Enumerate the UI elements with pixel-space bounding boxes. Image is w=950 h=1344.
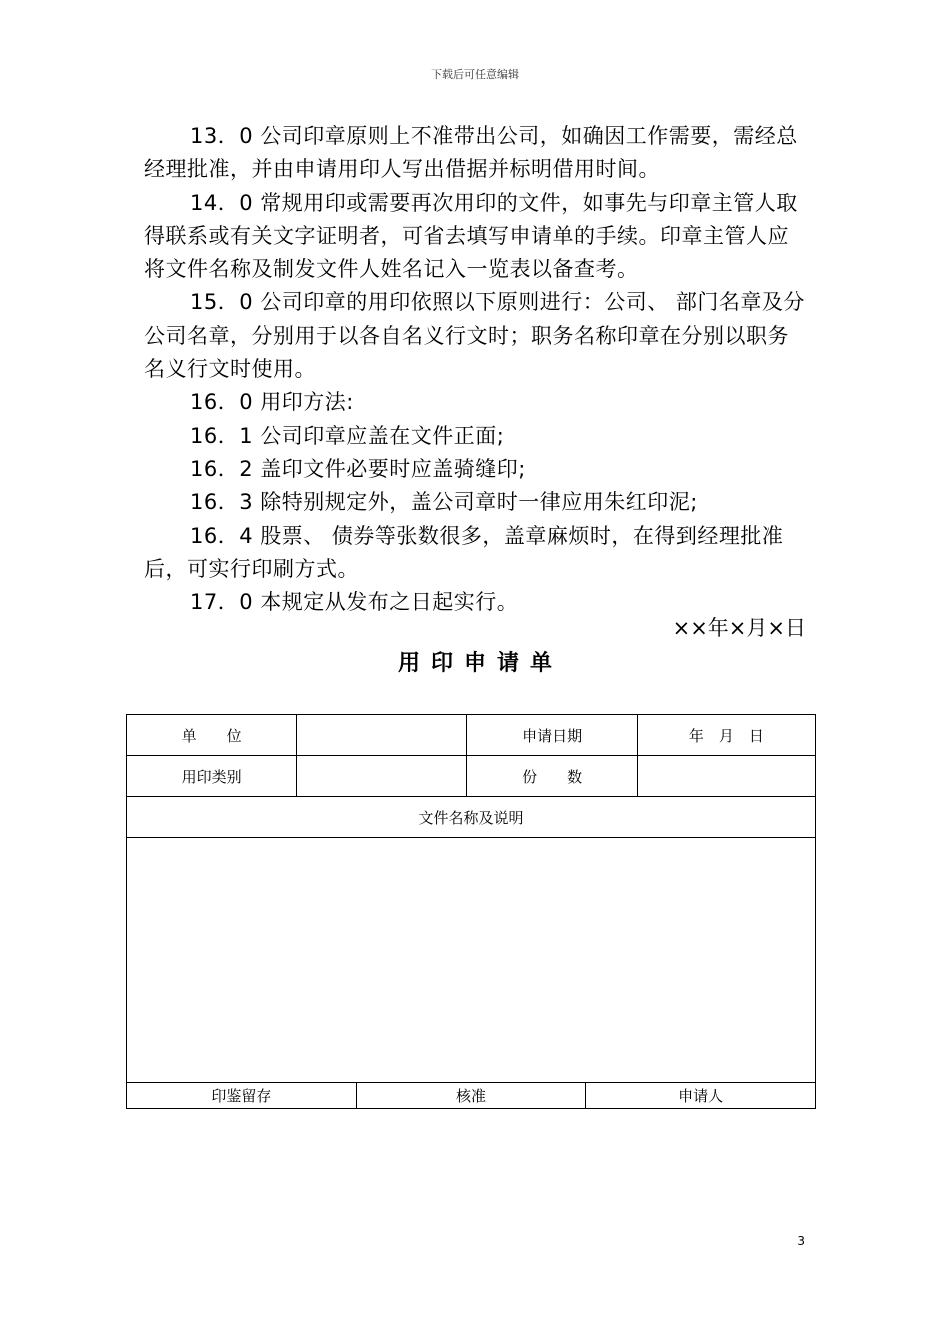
page-number: 3: [797, 1234, 805, 1248]
doc-desc-field[interactable]: [127, 838, 816, 1083]
apply-date-field[interactable]: 年 月 日: [637, 715, 815, 756]
form-row-unit: [127, 715, 816, 756]
copies-label: 份 数: [467, 756, 637, 797]
body-text: [144, 120, 806, 619]
paragraph-13-0: 13．0 公司印章原则上不准带出公司，如确因工作需要，需经总经理批准，并由申请用印人写出借据并标明借用时间。: [144, 124, 798, 182]
unit-label: 单 位: [127, 715, 297, 756]
form-footer-table: [127, 1083, 815, 1108]
paragraph-16-3: 16．3 除特别规定外，盖公司章时一律应用朱红印泥;: [190, 490, 698, 515]
apply-date-label: 申请日期: [467, 715, 637, 756]
approval-cell: 核准: [356, 1083, 585, 1108]
doc-desc-label: 文件名称及说明: [127, 797, 816, 838]
paragraph-16-1: 16．1 公司印章应盖在文件正面;: [190, 423, 505, 448]
form-footer: [127, 1083, 816, 1109]
page-header: 下载后可任意编辑: [431, 68, 519, 81]
unit-field[interactable]: [297, 715, 467, 756]
application-form: [126, 714, 816, 1109]
paragraph-16-0: 16．0 用印方法:: [190, 390, 354, 415]
seal-record-cell: 印鉴留存: [127, 1083, 356, 1108]
form-title: 用印申请单: [397, 651, 563, 676]
date-line: ××年×月×日: [672, 616, 806, 640]
form-row-doc-label: [127, 797, 816, 838]
stamp-type-label: 用印类别: [127, 756, 297, 797]
paragraph-16-2: 16．2 盖印文件必要时应盖骑缝印;: [190, 456, 526, 481]
paragraph-15-0: 15．0 公司印章的用印依照以下原则进行：公司、 部门名章及分公司名章，分别用于以各自名义行文时；职务名称印章在分别以职务名义行文时使用。: [144, 290, 805, 382]
form-row-footer: [127, 1083, 816, 1109]
form-row-doc-body: [127, 838, 816, 1083]
paragraph-14-0: 14．0 常规用印或需要再次用印的文件，如事先与印章主管人取得联系或有关文字证明者，可省去填写申请单的手续。印章主管人应将文件名称及制发文件人姓名记入一览表以备查考。: [144, 190, 798, 282]
paragraph-17-0: 17．0 本规定从发布之日起实行。: [190, 590, 519, 615]
form-row-type: [127, 756, 816, 797]
applicant-cell: 申请人: [678, 1087, 724, 1105]
paragraph-16-4: 16．4 股票、 债券等张数很多，盖章麻烦时，在得到经理批准后，可实行印刷方式。: [144, 523, 784, 581]
stamp-type-field[interactable]: [297, 756, 467, 797]
copies-field[interactable]: [637, 756, 815, 797]
